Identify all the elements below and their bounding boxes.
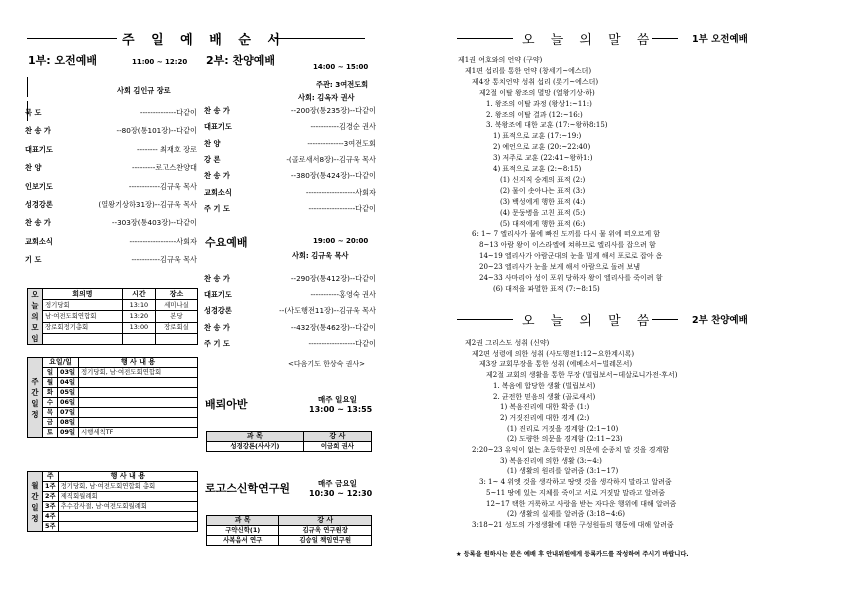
outline-line: 6: 1~ 7 엘리사가 물에 빠진 도끼를 다시 물 위에 떠오르게 함 [472, 230, 661, 239]
order-item-label: 대표기도 [204, 122, 232, 132]
weekly-cell [79, 418, 198, 428]
outline-line: 3: 1~ 4 위엣 것을 생각하고 땅엣 것을 생각하지 말라고 알려줌 [479, 478, 672, 487]
weekly-header-cell: 행 사 내 용 [79, 358, 198, 368]
outline-line: (5) 대적에게 행한 표적 (6:) [500, 219, 586, 228]
morning-service-title: 1부: 오전예배 [28, 54, 98, 67]
meeting-cell: 정기당회 [43, 300, 123, 311]
order-item-text: ------------------사회자 [129, 236, 197, 246]
order-item-text: ---------로고스찬양대 [131, 163, 197, 173]
meeting-row [28, 333, 198, 344]
meeting-cell: 장로회정기총회 [43, 322, 123, 333]
weekly-cell: 06일 [58, 398, 79, 408]
outline-line: 14~19 엘리사가 아람군대의 눈을 멀게 해서 포로로 잡아 옴 [479, 252, 663, 261]
logos-cell: 사복음서 연구 [207, 536, 279, 546]
word-rule-2b [652, 319, 678, 320]
order-item-label: 찬 송 가 [25, 126, 51, 136]
outline-line: 24~33 사마리아 성이 포위 당하자 왕이 엘리사를 죽이려 함 [479, 274, 663, 282]
monthly-cell: 추수감사절, 남·여전도회월례회 [58, 502, 197, 512]
outline-line: 12~17 택한 거룩하고 사랑을 받는 자다운 행위에 대해 알려줌 [486, 499, 677, 508]
order-item [204, 171, 376, 187]
meeting-row [28, 322, 198, 333]
outline-line: 2. 균전한 믿음의 생활 (골로새서) [493, 392, 596, 401]
weekly-row [28, 398, 198, 408]
monthly-side-label: 월간일정 [28, 472, 43, 532]
order-item-text: --------------다같이 [139, 108, 197, 117]
order-item [25, 218, 197, 236]
baebi-header-cell: 강 사 [303, 432, 371, 442]
logos-cell: 구약신학(1) [207, 526, 279, 536]
meeting-cell [122, 333, 155, 344]
meeting-cell: 13:10 [122, 300, 155, 311]
outline-line: 3) 저주로 교훈 (22:41~왕하1:) [493, 154, 593, 163]
weekly-cell [79, 398, 198, 408]
order-item [204, 274, 376, 290]
weekly-cell [79, 378, 198, 388]
monthly-cell: 제직회월례회 [58, 492, 197, 502]
outline-line: 4) 표적으로 교훈 (2:~8:15) [493, 165, 582, 173]
order-item [25, 200, 197, 218]
order-item-label: 성경강론 [204, 306, 232, 316]
outline-line: 3:18~21 성도의 가정생활에 대한 구성원들의 행동에 대해 알려줌 [472, 520, 674, 529]
logos-table [206, 515, 372, 546]
logos-time: 10:30 ~ 12:30 [309, 489, 373, 498]
weekly-cell: 목 [43, 408, 58, 418]
weekly-cell: 금 [43, 418, 58, 428]
weekly-cell: 월 [43, 378, 58, 388]
meeting-header-row [28, 289, 198, 300]
weekly-cell: 03일 [58, 368, 79, 378]
order-item [25, 255, 197, 273]
order-item [25, 108, 197, 126]
weekly-row [28, 408, 198, 418]
order-item-label: 교회소식 [204, 187, 232, 197]
footer-notice: ★ 등록을 원하시는 분은 예배 후 안내위원에게 등록카드를 작성하여 주시기 바랍니다. [456, 551, 689, 558]
monthly-cell: 4주 [43, 512, 59, 522]
outline-line: (1) 신지직 승계의 표적 (2:) [500, 175, 586, 184]
praise-service-title: 2부: 찬양예배 [206, 54, 276, 67]
outline-line: 제1권 여호와의 언약 (구약) [458, 56, 543, 64]
order-item [204, 339, 376, 355]
outline-line: 제2절 교회의 생활을 통한 무장 (빌립보서~데살로니가전·후서) [486, 371, 678, 380]
meeting-header-cell: 시간 [122, 289, 155, 300]
logos-header-cell: 과 목 [207, 516, 279, 526]
order-item-label: 찬 송 가 [204, 274, 230, 283]
next-prayer-note: <다음기도 한상숙 권사> [288, 360, 366, 368]
word-rule-1a [457, 38, 513, 39]
meeting-row [28, 311, 198, 322]
morning-service-time: 11:00 ~ 12:20 [132, 58, 188, 66]
wednesday-presider: 사회: 김규욱 목사 [292, 251, 349, 260]
order-item-text: --290장(통412장)--다같이 [290, 274, 376, 283]
outline-line: 1. 왕조의 이탈 과정 (왕상1:~11:) [486, 99, 592, 108]
order-item-label: 찬 양 [25, 163, 42, 173]
order-item-label: 찬 송 가 [25, 218, 51, 228]
outline-line: 제2절 이탈 왕조의 멸망 (열왕기상·하) [479, 88, 595, 97]
weekly-schedule-table [27, 357, 198, 438]
order-item-text: --380장(통424장)--다같이 [290, 171, 376, 181]
outline-line: 3. 북왕조에 대한 교훈 (17:~왕하8:15) [486, 121, 608, 130]
outline-line: 제1편 섭리를 통한 언약 (창세기~에스더) [465, 66, 592, 75]
meeting-side-label: 오늘의모임 [28, 289, 43, 345]
monthly-cell: 5주 [43, 522, 59, 532]
word-rule-2a [457, 319, 513, 320]
meeting-cell: 장로회실 [155, 322, 197, 333]
outline-line: 1. 복음에 합당한 생활 (빌립보서) [493, 381, 596, 390]
meeting-header-cell: 회의명 [43, 289, 123, 300]
order-item-text: -------- 최재호 장로 [136, 144, 197, 154]
weekly-cell: 화 [43, 388, 58, 398]
monthly-cell [58, 512, 197, 522]
outline-line: (3) 백성에게 행한 표적 (4:) [500, 197, 586, 206]
monthly-header-row [28, 472, 198, 482]
baebi-row [207, 442, 372, 452]
praise-presider: 사회: 김옥자 권사 [298, 93, 355, 102]
order-of-worship-title: 주 일 예 배 순 서 [122, 33, 286, 48]
word-rule-1b [652, 38, 678, 39]
order-item-label: 찬 송 가 [204, 171, 230, 181]
outline-line: (6) 대적을 파멸한 표적 (7:~8:15) [493, 284, 600, 293]
monthly-row [28, 482, 198, 492]
order-item-label: 찬 양 [204, 138, 221, 148]
outline-line: (4) 문둥병을 고친 표적 (5:) [500, 208, 586, 217]
meeting-header-cell: 장소 [155, 289, 197, 300]
weekly-header-row [28, 358, 198, 368]
todays-word-title-1: 오 늘 의 말 씀 [522, 33, 656, 48]
logos-title: 로고스신학연구원 [205, 482, 291, 495]
order-item [204, 306, 376, 322]
todays-word-title-2: 오 늘 의 말 씀 [522, 314, 656, 329]
order-item-text: (열왕기상하31장)--김규욱 목사 [98, 200, 197, 209]
weekly-row [28, 428, 198, 438]
meeting-row [28, 300, 198, 311]
wednesday-service-title: 수요예배 [205, 236, 248, 249]
baebi-schedule: 매주 일요일 [318, 395, 357, 404]
outline-line: (1) 진리로 거짓을 경계함 (2:1~10) [507, 424, 619, 433]
outline-line: 2. 왕조의 이탈 결과 (12:~16:) [486, 110, 583, 119]
order-item [25, 237, 197, 255]
order-item-text: --80장(통101장)--다같이 [116, 126, 197, 136]
weekly-side-label: 주간일정 [28, 358, 43, 438]
order-item-text: ------------------다같이 [308, 203, 376, 213]
header-rule-left [27, 38, 117, 39]
outline-line: 2:20~23 유익이 없는 초등학문인 의문에 순종치 말 것을 경계함 [472, 446, 670, 454]
weekly-cell: 05일 [58, 388, 79, 398]
weekly-cell: 07일 [58, 408, 79, 418]
baebi-header-row [207, 432, 372, 442]
meeting-cell: 13:00 [122, 322, 155, 333]
weekly-cell: 04일 [58, 378, 79, 388]
outline-line: 2) 거짓진리에 대한 경계 (2:) [500, 413, 590, 422]
order-item-label: 주 기 도 [204, 203, 230, 213]
outline-line: 제3장 교회무장을 통한 성취 (에베소서~빌레몬서) [479, 360, 633, 369]
order-item-text: -----------김규욱 목사 [131, 255, 197, 265]
logos-schedule: 매주 금요일 [318, 479, 357, 488]
order-item-text: -(골로새서8장)--김규욱 목사 [286, 154, 376, 164]
weekly-cell: 일 [43, 368, 58, 378]
order-item [204, 188, 376, 204]
monthly-cell: 3주 [43, 502, 59, 512]
order-item-text: ------------------다같이 [308, 338, 376, 348]
outline-line: 2) 예언으로 교훈 (20:~22:40) [493, 143, 591, 152]
header-rule-right [275, 38, 365, 39]
wednesday-service-time: 19:00 ~ 20:00 [313, 237, 369, 245]
monthly-row [28, 522, 198, 532]
outline-line: 제2편 성령에 의한 성취 (사도행전1:12~요한계시록) [472, 349, 635, 358]
order-item [25, 145, 197, 163]
morning-presider: 사회 김인규 장로 [117, 86, 171, 95]
todays-word-tag-1: 1부 오전예배 [692, 34, 748, 45]
order-item-label: 묵 도 [25, 108, 42, 117]
praise-service-time: 14:00 ~ 15:00 [313, 63, 369, 71]
order-item-text: --432장(통462장)--다같이 [290, 322, 376, 332]
order-item-label: 대표기도 [204, 290, 232, 300]
order-item [204, 139, 376, 155]
baebi-header-cell: 과 목 [207, 432, 304, 442]
outline-line: 5~11 땅에 있는 지체를 죽이고 서로 거짓말 말라고 알려줌 [486, 488, 666, 497]
order-item-label: 찬 송 가 [204, 322, 230, 332]
order-item [204, 155, 376, 171]
todays-word-tag-2: 2부 찬양예배 [692, 315, 748, 326]
order-item-label: 기 도 [25, 255, 42, 265]
order-item [204, 290, 376, 306]
logos-row [207, 526, 372, 536]
order-item-text: --------------3여전도회 [307, 138, 376, 148]
weekly-cell [79, 408, 198, 418]
outline-line: (1) 생활의 원리를 알려줌 (3:1~17) [507, 467, 619, 476]
meeting-cell: 13:20 [122, 311, 155, 322]
monthly-cell: 2주 [43, 492, 59, 502]
outline-line: 1) 표적으로 교훈 (17:~19:) [493, 132, 582, 141]
weekly-cell: 토 [43, 428, 58, 438]
order-item-text: -------------------사회자 [305, 187, 376, 197]
baebi-cell: 성경강론(사사기) [207, 442, 304, 452]
order-item [25, 182, 197, 200]
order-item [204, 106, 376, 122]
meeting-cell: 남·여전도회연합회 [43, 311, 123, 322]
monthly-cell: 1주 [43, 482, 59, 492]
order-item-text: -----------김경순 권사 [310, 122, 376, 132]
weekly-cell: 08일 [58, 418, 79, 428]
order-item-text: --303장(통403장)--다같이 [111, 218, 197, 228]
outline-line: (2) 생활의 실제를 알려줌 (3:18~4:6) [507, 510, 625, 519]
order-item-label: 성경강론 [25, 200, 53, 209]
monthly-cell [58, 522, 197, 532]
weekly-row [28, 368, 198, 378]
order-item [204, 122, 376, 138]
weekly-row [28, 418, 198, 428]
weekly-cell: 수 [43, 398, 58, 408]
logos-cell: 김승일 책임연구원 [279, 536, 372, 546]
outline-line: (2) 도량한 의문을 경계함 (2:11~23) [507, 435, 623, 444]
weekly-row [28, 388, 198, 398]
weekly-header-cell: 요일/일 [43, 358, 79, 368]
weekly-cell: 정기당회, 남·여전도회연합회 [79, 368, 198, 378]
order-item-text: -----------홍영숙 권사 [310, 290, 376, 300]
meeting-cell [155, 333, 197, 344]
morning-divider [27, 77, 28, 97]
logos-header-row [207, 516, 372, 526]
monthly-row [28, 512, 198, 522]
outline-line: 제4장 통치언약 성취 섭리 (롯기~에스더) [472, 77, 599, 86]
baebi-time: 13:00 ~ 13:55 [309, 405, 373, 414]
order-item [25, 126, 197, 144]
outline-line: 제2권 그리스도 성취 (신약) [465, 339, 550, 347]
monthly-header-cell: 주 [43, 472, 59, 482]
monthly-row [28, 492, 198, 502]
order-item-label: 인보기도 [25, 181, 53, 191]
weekly-cell: 09일 [58, 428, 79, 438]
meeting-cell: 세미나실 [155, 300, 197, 311]
order-item-label: 주 기 도 [204, 338, 230, 348]
todays-meeting-table [27, 288, 198, 345]
order-item [25, 163, 197, 181]
baebi-title: 배뢰아반 [205, 398, 248, 411]
order-item-label: 강 론 [204, 154, 221, 164]
outline-line: 8~13 아람 왕이 이스라엘에 쳐하므로 엘리사를 잡으려 함 [479, 241, 656, 250]
order-item-text: ------------김규욱 목사 [128, 181, 197, 191]
meeting-cell: 본당 [155, 311, 197, 322]
logos-row [207, 536, 372, 546]
weekly-cell [79, 388, 198, 398]
meeting-cell [43, 333, 123, 344]
outline-line: (2) 물이 솟아나는 표적 (3:) [500, 186, 586, 195]
order-item [204, 323, 376, 339]
order-item-text: --200장(통235장)--다같이 [290, 106, 376, 115]
monthly-header-cell: 행 사 내 용 [58, 472, 197, 482]
weekly-row [28, 378, 198, 388]
order-item-label: 대표기도 [25, 144, 53, 154]
outline-line: 1) 복음진리에 대한 확증 (1:) [500, 403, 590, 412]
outline-line: 20~23 엘리사가 눈을 보게 해서 아람으로 돌려 보냄 [479, 263, 640, 272]
baebi-table [206, 431, 372, 452]
praise-host: 주관: 3여전도회 [316, 80, 369, 89]
order-item-text: --(사도행전11장)--김규욱 목사 [279, 306, 376, 316]
weekly-cell: 시행세칙TF [79, 428, 198, 438]
monthly-row [28, 502, 198, 512]
order-item-label: 찬 송 가 [204, 106, 230, 115]
outline-line: 3) 복음진리에 의한 생활 (3:~4:) [500, 456, 602, 465]
monthly-cell: 정기당회, 남·여전도회연합회 총회 [58, 482, 197, 492]
monthly-schedule-table [27, 471, 198, 532]
order-item [204, 204, 376, 220]
order-item-label: 교회소식 [25, 236, 53, 246]
logos-cell: 김규욱 연구원장 [279, 526, 372, 536]
baebi-cell: 이금희 권사 [303, 442, 371, 452]
logos-header-cell: 강 사 [279, 516, 372, 526]
